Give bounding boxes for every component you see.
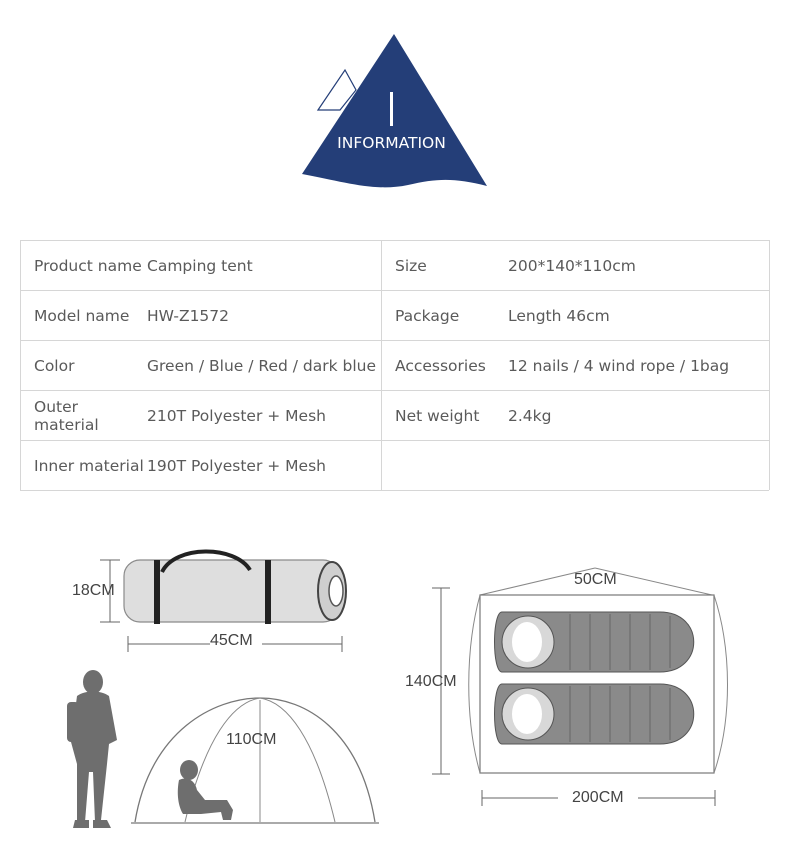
spec-value: 210T Polyester + Mesh <box>147 406 326 425</box>
tent-length-label: 200CM <box>572 789 624 806</box>
bag-length-label: 45CM <box>210 632 253 649</box>
spec-label: Product name <box>34 256 142 275</box>
mountain-logo-icon <box>290 28 500 198</box>
bag-strap-left <box>154 560 160 624</box>
spec-value: 2.4kg <box>508 406 552 425</box>
spec-label <box>382 441 509 491</box>
table-border-right <box>769 240 770 490</box>
spec-label: Inner material <box>34 456 144 475</box>
spec-value: 200*140*110cm <box>508 256 636 275</box>
spec-value <box>508 441 769 491</box>
spec-value: Green / Blue / Red / dark blue <box>147 356 377 375</box>
spec-table <box>20 240 769 491</box>
sleeping-bag-top-icon <box>495 612 694 672</box>
table-row <box>20 241 769 291</box>
tent-width-label: 140CM <box>405 673 457 690</box>
table-row <box>20 341 769 391</box>
tent-side-illustration <box>55 660 385 835</box>
spec-label: Accessories <box>382 341 509 391</box>
bag-diameter-label: 18CM <box>72 582 115 599</box>
sleeping-bag-bottom-icon <box>495 684 694 744</box>
spec-label: Package <box>382 291 509 341</box>
spec-label: Size <box>382 241 509 291</box>
table-row <box>20 441 769 491</box>
spec-label: Model name <box>34 306 130 325</box>
spec-value: 12 nails / 4 wind rope / 1bag <box>508 356 730 375</box>
bag-strap-right <box>265 560 271 624</box>
tent-top-view-illustration <box>420 560 750 820</box>
spec-value: 190T Polyester + Mesh <box>147 456 326 475</box>
spec-value: Camping tent <box>147 256 253 275</box>
standing-person-icon <box>67 670 117 828</box>
spec-label: Outer material <box>34 397 99 434</box>
spec-label: Net weight <box>382 391 509 441</box>
spec-label: Color <box>34 356 75 375</box>
information-logo <box>290 28 500 198</box>
spec-value: HW-Z1572 <box>147 306 230 325</box>
tent-vestibule-label: 50CM <box>574 571 617 588</box>
sitting-person-icon <box>178 760 233 820</box>
table-row <box>20 391 769 441</box>
tent-height-label: 110CM <box>226 731 277 748</box>
table-row <box>20 291 769 341</box>
logo-text: INFORMATION <box>337 134 446 152</box>
spec-value: Length 46cm <box>508 306 610 325</box>
